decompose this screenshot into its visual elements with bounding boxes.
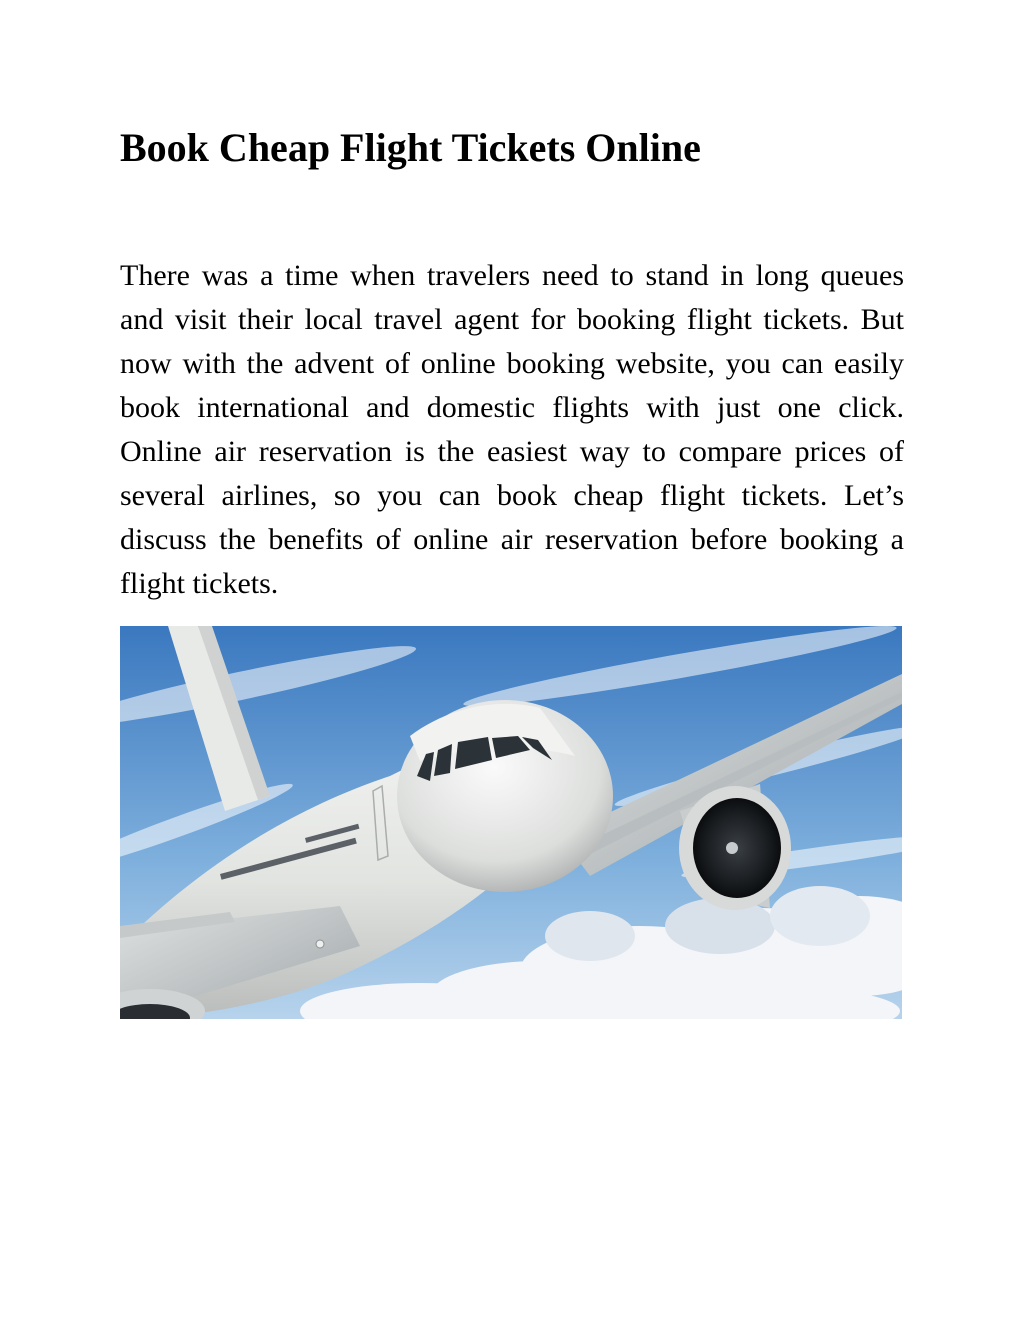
page-title: Book Cheap Flight Tickets Online [120,125,701,170]
landing-light [316,940,324,948]
airplane-photo [120,626,902,1019]
intro-paragraph: There was a time when travelers need to stand in long queues and visit their local travel agent for booking flight tickets. But now with the advent of online booking website, you can easily book international and domestic flights with just one click. Online air reservation is the easiest way to compare prices of several airlines, so you can book cheap flight tickets. Let’s discuss the benefits of online air reservation before booking a flight tickets. [120,259,904,600]
